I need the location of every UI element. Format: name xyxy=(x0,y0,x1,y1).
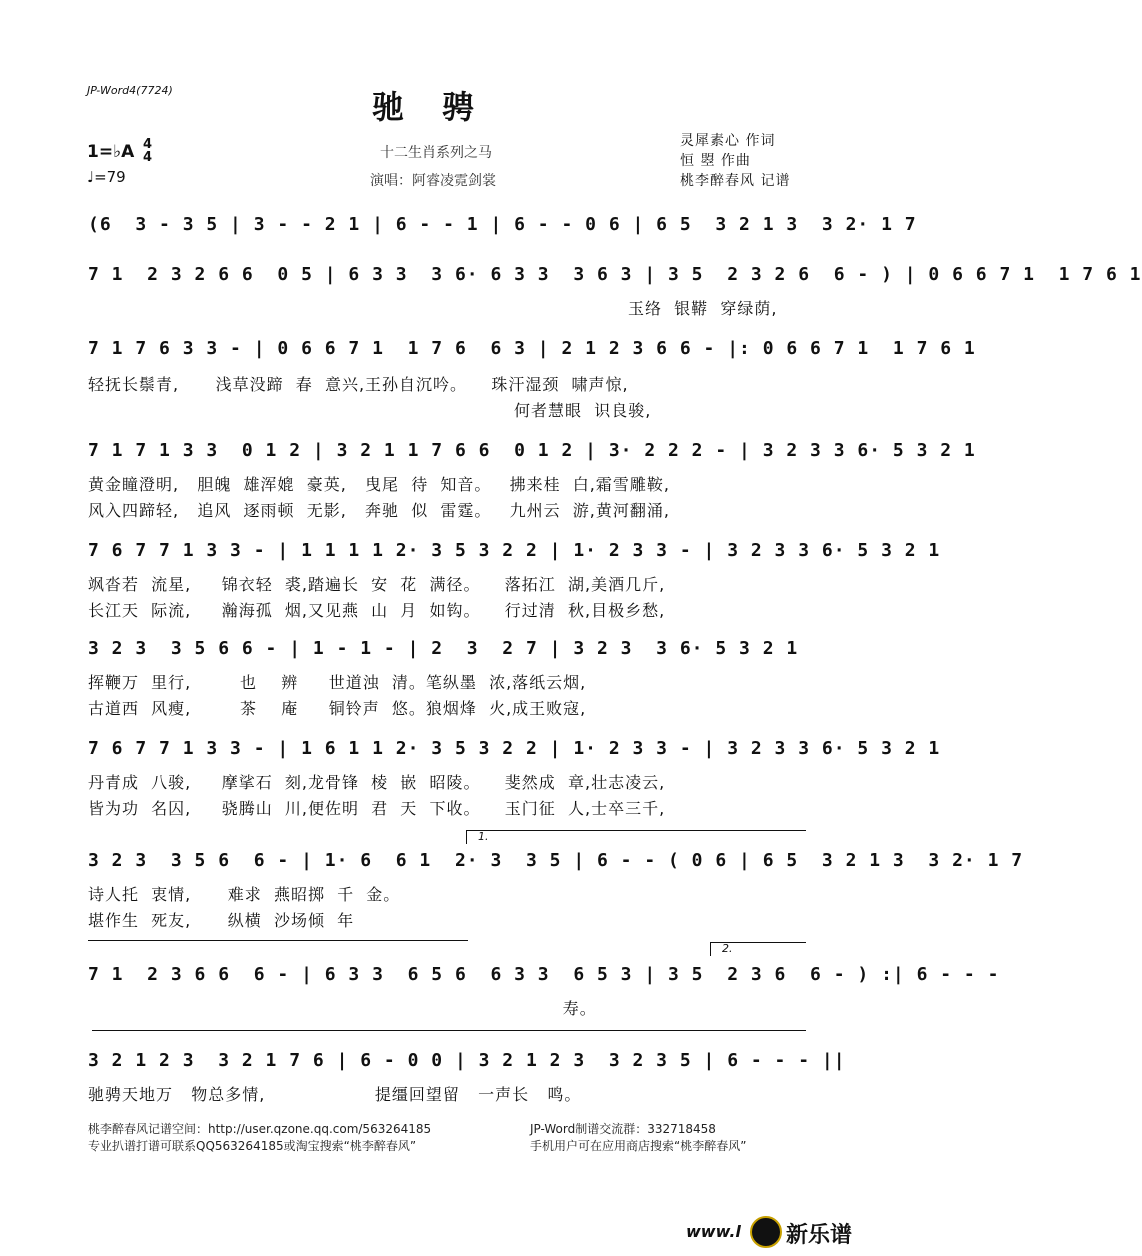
notes-system-6: 3 2 3 3 5 6 6 - | 1 - 1 - | 2 3 2 7 | 3 2 3 3 6· 5 3 2 1 xyxy=(88,638,799,659)
lyrics-system-7-line-2: 皆为功 名囚, 骁腾山 川,便佐明 君 天 下收。 玉门征 人,士卒三千, xyxy=(88,799,666,818)
notes-system-4: 7 1 7 1 3 3 0 1 2 | 3 2 1 1 7 6 6 0 1 2 | 3· 2 2 2 - | 3 2 3 3 6· 5 3 2 1 xyxy=(88,440,976,461)
key-signature: 1=♭A xyxy=(87,142,135,162)
footer-left-line-2: 专业扒谱打谱可联系QQ563264185或淘宝搜索“桃李醉春风” xyxy=(88,1139,417,1153)
notes-system-7: 7 6 7 7 1 3 3 - | 1 6 1 1 2· 3 5 3 2 2 | 1· 2 3 3 - | 3 2 3 3 6· 5 3 2 1 xyxy=(88,738,941,759)
lyrics-system-4-line-1: 黄金瞳澄明, 胆魄 雄浑媲 豪英, 曳尾 待 知音。 拂来桂 白,霜雪雕鞍, xyxy=(88,475,670,494)
notes-system-10: 3 2 1 2 3 3 2 1 7 6 | 6 - 0 0 | 3 2 1 2 3 3 2 3 5 | 6 - - - || xyxy=(88,1050,846,1071)
singer: 演唱：阿睿凌霓剑裳 xyxy=(370,173,496,189)
lyrics-system-5-line-1: 飒沓若 流星, 锦衣轻 裘,踏遍长 安 花 满径。 落拓江 湖,美酒几斤, xyxy=(88,575,666,594)
first-ending-bracket xyxy=(466,830,806,831)
footer-right-line-1: JP-Word制谱交流群：332718458 xyxy=(530,1122,716,1136)
lyrics-system-9-line-1: 寿。 xyxy=(88,999,597,1018)
tempo: ♩=79 xyxy=(87,168,126,186)
notes-system-2: 7 1 2 3 2 6 6 0 5 | 6 3 3 3 6· 6 3 3 3 6 3 | 3 5 2 3 2 6 6 - ) | 0 6 6 7 1 1 7 6 1 xyxy=(88,264,1142,285)
system-9-underline xyxy=(92,1030,806,1031)
lyrics-system-10-line-1: 驰骋天地万 物总多情, 提缰回望留 一声长 鸣。 xyxy=(88,1085,582,1104)
notes-system-8: 3 2 3 3 5 6 6 - | 1· 6 6 1 2· 3 3 5 | 6 - - ( 0 6 | 6 5 3 2 1 3 3 2· 1 7 xyxy=(88,850,1024,871)
lyrics-system-3-line-2: 何者慧眼 识良骏, xyxy=(88,401,652,420)
lyrics-system-5-line-2: 长江天 际流, 瀚海孤 烟,又见燕 山 月 如钩。 行过清 秋,目极乡愁, xyxy=(88,601,666,620)
notes-system-3: 7 1 7 6 3 3 - | 0 6 6 7 1 1 7 6 6 3 | 2 1 2 3 6 6 - |: 0 6 6 7 1 1 7 6 1 xyxy=(88,338,976,359)
lyrics-system-8-line-2: 堪作生 死友, 纵横 沙场倾 年 xyxy=(88,911,355,930)
song-title: 驰骋 xyxy=(372,88,513,126)
time-top: 4 xyxy=(143,137,153,152)
logo-disc-icon xyxy=(750,1216,782,1248)
transcriber: 桃李醉春风 记谱 xyxy=(680,173,791,189)
second-ending-label: 2. xyxy=(722,942,733,955)
second-ending-bracket-hook xyxy=(710,942,711,956)
lyricist: 灵犀素心 作词 xyxy=(680,133,776,149)
composer: 恒 曌 作曲 xyxy=(680,153,751,169)
lyrics-system-8-line-1: 诗人托 衷情, 难求 燕昭掷 千 金。 xyxy=(88,885,401,904)
time-signature xyxy=(143,138,152,164)
lyrics-system-3-line-1: 轻抚长鬃青, 浅草没蹄 春 意兴,王孙自沉吟。 珠汗湿颈 啸声惊, xyxy=(88,375,629,394)
lyrics-system-4-line-2: 风入四蹄轻, 追风 逐雨顿 无影, 奔驰 似 雷霆。 九州云 游,黄河翻涌, xyxy=(88,501,670,520)
software-tag: JP-Word4(7724) xyxy=(87,84,173,97)
ending-underline xyxy=(88,940,468,941)
footer-left-line-1: 桃李醉春风记谱空间：http://user.qzone.qq.com/563264185 xyxy=(88,1122,432,1136)
lyrics-system-6-line-1: 挥鞭万 里行, 也 辨 世道浊 清。笔纵墨 浓,落纸云烟, xyxy=(88,673,587,692)
lyrics-system-6-line-2: 古道西 风瘦, 茶 庵 铜铃声 悠。狼烟烽 火,成王败寇, xyxy=(88,699,587,718)
notes-system-9: 7 1 2 3 6 6 6 - | 6 3 3 6 5 6 6 3 3 6 5 3 | 3 5 2 3 6 6 - ) :| 6 - - - xyxy=(88,964,1000,985)
lyrics-system-7-line-1: 丹青成 八骏, 摩挲石 刻,龙骨锋 棱 嵌 昭陵。 斐然成 章,壮志凌云, xyxy=(88,773,666,792)
notes-system-5: 7 6 7 7 1 3 3 - | 1 1 1 1 2· 3 5 3 2 2 | 1· 2 3 3 - | 3 2 3 3 6· 5 3 2 1 xyxy=(88,540,941,561)
notes-system-1: (6 3 - 3 5 | 3 - - 2 1 | 6 - - 1 | 6 - - 0 6 | 6 5 3 2 1 3 3 2· 1 7 xyxy=(88,214,917,235)
lyrics-system-2-line-1: 玉络 银鞯 穿绿荫, xyxy=(628,299,778,318)
footer-right-line-2: 手机用户可在应用商店搜索“桃李醉春风” xyxy=(530,1139,747,1153)
subtitle: 十二生肖系列之马 xyxy=(380,145,492,161)
watermark-url: www.l xyxy=(686,1222,741,1241)
first-ending-label: 1. xyxy=(478,830,489,843)
watermark-brand: 新乐谱 xyxy=(786,1223,853,1248)
time-bottom: 4 xyxy=(143,150,153,165)
first-ending-bracket-hook xyxy=(466,830,467,844)
